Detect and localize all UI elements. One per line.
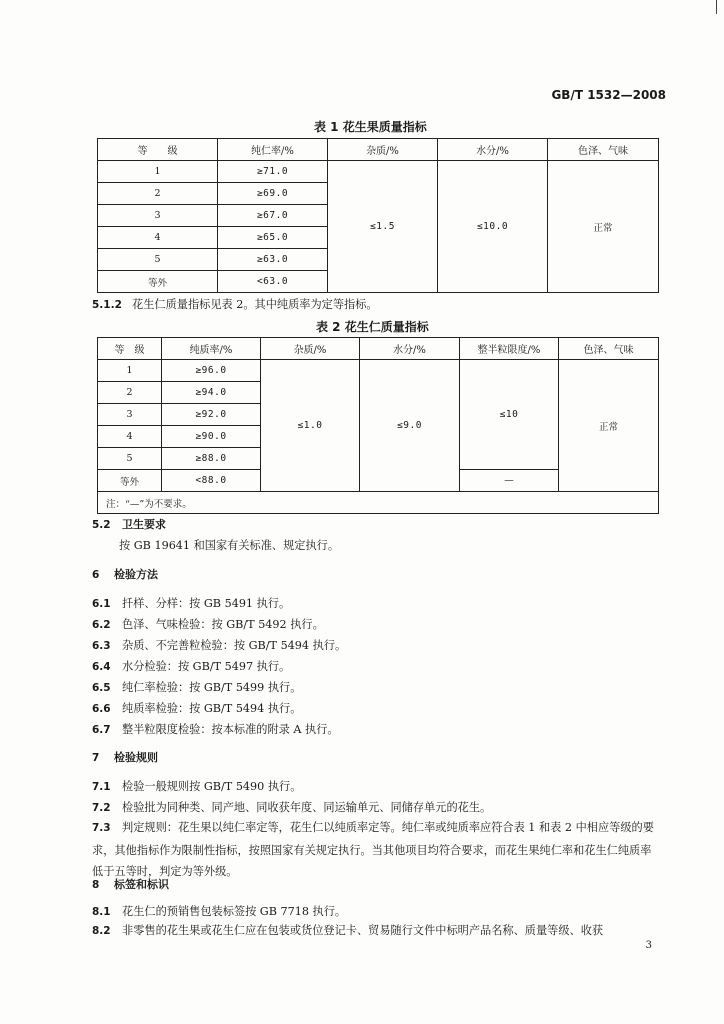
clause-6-3	[92, 637, 346, 655]
table1-header-kernel-rate: 纯仁率/%	[218, 139, 328, 161]
value-cell: ≥71.0	[218, 161, 328, 183]
section-5-2-heading	[92, 516, 166, 534]
table2-title: 表 2 花生仁质量指标	[316, 320, 429, 334]
clause-text: 花生仁的预销售包装标签按 GB 7718 执行。	[122, 905, 347, 918]
value-cell: ≥69.0	[218, 183, 328, 205]
clause-number: 6.6	[92, 703, 111, 715]
grade-cell: 4	[98, 426, 162, 448]
clause-text: 纯仁率检验：按 GB/T 5499 执行。	[122, 681, 302, 694]
grade-cell: 5	[98, 249, 218, 271]
clause-6-5	[92, 679, 301, 697]
table2-header-row	[98, 338, 659, 360]
table2-header-half-kernel: 整半粒限度/%	[460, 338, 559, 360]
section-title: 标签和标识	[114, 878, 169, 891]
table2-header-impurity: 杂质/%	[261, 338, 360, 360]
value-cell: ≥88.0	[162, 448, 261, 470]
table1-title: 表 1 花生果质量指标	[314, 120, 427, 134]
value-cell: ≥65.0	[218, 227, 328, 249]
grade-cell: 等外	[98, 271, 218, 293]
grade-cell: 5	[98, 448, 162, 470]
table2-note-row	[98, 492, 659, 514]
grade-cell: 4	[98, 227, 218, 249]
section-title: 检验规则	[114, 751, 158, 764]
value-cell: ≥90.0	[162, 426, 261, 448]
section-number: 7	[92, 752, 100, 764]
table1-header-impurity: 杂质/%	[328, 139, 438, 161]
clause-6-2	[92, 616, 324, 634]
clause-6-7	[92, 721, 339, 739]
clause-text: 非零售的花生果或花生仁应在包装或货位登记卡、贸易随行文件中标明产品名称、质量等级、收获	[122, 924, 604, 937]
section-number: 8	[92, 879, 100, 891]
standard-code: GB/T 1532—2008	[551, 88, 666, 102]
section-title: 卫生要求	[122, 518, 166, 531]
section-number: 5.2	[92, 519, 111, 531]
page-number: 3	[645, 940, 652, 951]
clause-text: 纯质率检验：按 GB/T 5494 执行。	[122, 702, 302, 715]
clause-text: 扦样、分样：按 GB 5491 执行。	[122, 597, 291, 610]
table1-moisture-value: ≤10.0	[438, 161, 548, 293]
clause-text: 杂质、不完善粒检验：按 GB/T 5494 执行。	[122, 639, 347, 652]
clause-8-1	[92, 903, 346, 921]
clause-number: 6.2	[92, 619, 111, 631]
section-8-heading	[92, 876, 169, 894]
section-5-2-text: 按 GB 19641 和国家有关标准、规定执行。	[119, 539, 340, 552]
clause-number: 8.2	[92, 925, 111, 937]
table-row	[98, 161, 659, 183]
table1-header-row	[98, 139, 659, 161]
value-cell: <63.0	[218, 271, 328, 293]
scan-edge-line	[716, 0, 717, 14]
table2-header-moisture: 水分/%	[360, 338, 460, 360]
clause-text: 检验批为同种类、同产地、同收获年度、同运输单元、同储存单元的花生。	[122, 801, 492, 814]
section-title: 检验方法	[114, 568, 158, 581]
clause-number: 7.1	[92, 781, 111, 793]
clause-7-3	[92, 817, 657, 883]
grade-cell: 3	[98, 205, 218, 227]
clause-number: 7.2	[92, 802, 111, 814]
section-7-heading	[92, 749, 158, 767]
clause-text: 水分检验：按 GB/T 5497 执行。	[122, 660, 291, 673]
clause-6-6	[92, 700, 301, 718]
table2	[97, 337, 659, 514]
table2-half-kernel-outgrade: —	[460, 470, 559, 492]
clause-number: 6.7	[92, 724, 111, 736]
clause-6-4	[92, 658, 290, 676]
table2-header-purity-rate: 纯质率/%	[162, 338, 261, 360]
clause-7-1	[92, 778, 301, 796]
table2-color-odor-value: 正常	[559, 360, 659, 492]
clause-number: 6.5	[92, 682, 111, 694]
clause-text: 整半粒限度检验：按本标准的附录 A 执行。	[122, 723, 339, 736]
grade-cell: 3	[98, 404, 162, 426]
clause-5-1-2	[92, 296, 378, 314]
clause-8-2	[92, 922, 603, 940]
value-cell: ≥67.0	[218, 205, 328, 227]
value-cell: ≥94.0	[162, 382, 261, 404]
grade-cell: 等外	[98, 470, 162, 492]
table1-header-moisture: 水分/%	[438, 139, 548, 161]
table1-header-grade: 等 级	[98, 139, 218, 161]
clause-number: 7.3	[92, 822, 111, 834]
value-cell: ≥92.0	[162, 404, 261, 426]
table1-color-odor-value: 正常	[548, 161, 659, 293]
clause-number: 6.3	[92, 640, 111, 652]
clause-number: 8.1	[92, 906, 111, 918]
table1-header-color-odor: 色泽、气味	[548, 139, 659, 161]
table2-header-color-odor: 色泽、气味	[559, 338, 659, 360]
value-cell: ≥63.0	[218, 249, 328, 271]
section-number: 6	[92, 569, 100, 581]
table2-moisture-value: ≤9.0	[360, 360, 460, 492]
table-row	[98, 360, 659, 382]
table2-half-kernel-value: ≤10	[460, 360, 559, 470]
section-6-heading	[92, 566, 158, 584]
grade-cell: 1	[98, 161, 218, 183]
clause-number: 6.4	[92, 661, 111, 673]
value-cell: ≥96.0	[162, 360, 261, 382]
clause-number: 6.1	[92, 598, 111, 610]
clause-text: 花生仁质量指标见表 2。其中纯质率为定等指标。	[132, 298, 378, 311]
clause-7-2	[92, 799, 491, 817]
grade-cell: 1	[98, 360, 162, 382]
grade-cell: 2	[98, 382, 162, 404]
table2-header-grade: 等 级	[98, 338, 162, 360]
value-cell: <88.0	[162, 470, 261, 492]
table2-note: 注：“—”为不要求。	[98, 492, 659, 514]
clause-6-1	[92, 595, 290, 613]
clause-text: 检验一般规则按 GB/T 5490 执行。	[122, 780, 302, 793]
clause-text: 判定规则：花生果以纯仁率定等，花生仁以纯质率定等。纯仁率或纯质率应符合表 1 和表 2 中相应等级的要求，其他指标作为限制性指标，按照国家有关规定执行。当其他项目均符合要求，而花生果纯仁率和花生仁纯质率低于五等时，判定为等外级。	[92, 821, 654, 878]
clause-number: 5.1.2	[92, 299, 122, 311]
table2-impurity-value: ≤1.0	[261, 360, 360, 492]
table1-impurity-value: ≤1.5	[328, 161, 438, 293]
table1	[97, 138, 659, 293]
clause-text: 色泽、气味检验：按 GB/T 5492 执行。	[122, 618, 324, 631]
grade-cell: 2	[98, 183, 218, 205]
